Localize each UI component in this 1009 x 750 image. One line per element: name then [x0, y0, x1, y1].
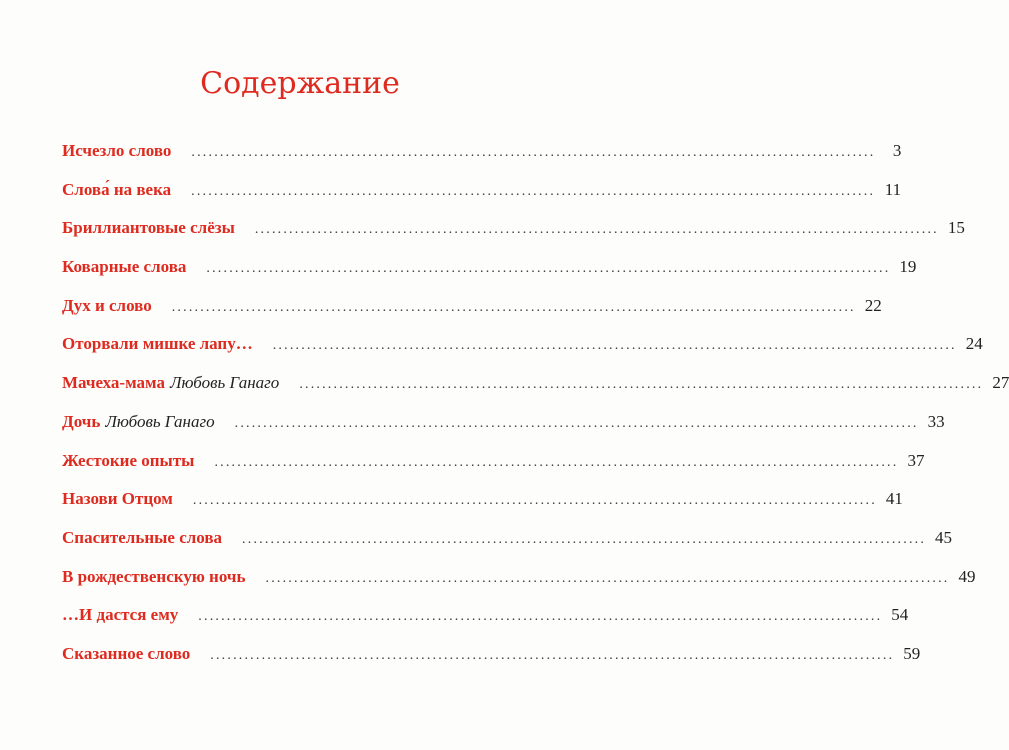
dot-leader: ........................................................................................................................ [254, 222, 939, 238]
toc-entry[interactable] [62, 566, 976, 606]
dot-leader: ........................................................................................................................ [234, 415, 919, 431]
entry-title: Слова́ на века [62, 179, 172, 199]
toc-entry[interactable] [62, 643, 921, 683]
entry-page-number: 33 [927, 411, 945, 431]
entry-page-number: 11 [884, 179, 902, 199]
toc-entry[interactable] [62, 411, 945, 451]
entry-title: Жестокие опыты [62, 450, 195, 470]
entry-page-number: 41 [885, 489, 903, 509]
entry-title: Спасительные слова [62, 527, 223, 547]
dot-leader: ........................................................................................................................ [272, 338, 957, 354]
dot-leader: ........................................................................................................................ [191, 145, 876, 160]
entry-page-number: 24 [965, 334, 983, 354]
dot-leader: ........................................................................................................................ [265, 570, 950, 586]
toc-entry[interactable] [62, 450, 925, 490]
entry-title: Назови Отцом [62, 489, 173, 509]
entry-page-number: 15 [947, 218, 965, 238]
entry-page-number: 22 [864, 295, 882, 315]
entry-title: Бриллиантовые слёзы [62, 218, 235, 238]
toc-entry[interactable] [62, 179, 902, 219]
table-of-contents [62, 141, 1009, 683]
entry-title: Мачеха-мама [62, 373, 166, 393]
dot-leader: ........................................................................................................................ [210, 647, 895, 663]
entry-title: Сказанное слово [62, 643, 191, 663]
entry-title: Дух и слово [62, 295, 152, 315]
entry-title: Коварные слова [62, 257, 187, 277]
dot-leader: ........................................................................................................................ [171, 299, 856, 315]
dot-leader: ........................................................................................................................ [242, 531, 927, 547]
entry-title: Исчезло слово [62, 141, 172, 160]
entry-page-number: 54 [891, 605, 909, 625]
entry-author: Любовь Ганаго [105, 411, 215, 431]
toc-entry[interactable] [62, 489, 903, 528]
toc-entry[interactable] [62, 334, 983, 373]
dot-leader: ........................................................................................................................ [299, 377, 984, 393]
entry-author: Любовь Ганаго [170, 373, 280, 393]
entry-page-number: 3 [892, 141, 902, 160]
entry-page-number: 37 [907, 450, 925, 470]
toc-entry[interactable] [62, 527, 953, 567]
toc-entry[interactable] [62, 373, 1009, 412]
toc-entry[interactable] [62, 141, 902, 180]
toc-entry[interactable] [62, 257, 917, 296]
entry-page-number: 49 [958, 566, 976, 586]
dot-leader: ........................................................................................................................ [214, 454, 899, 470]
dot-leader: ........................................................................................................................ [206, 261, 891, 277]
entry-title: Оторвали мишке лапу… [62, 334, 253, 354]
entry-title: Дочь [62, 411, 101, 431]
entry-page-number: 59 [903, 643, 921, 663]
page-title: Содержание [200, 66, 400, 101]
entry-title: …И дастся ему [62, 605, 179, 625]
entry-page-number: 45 [935, 527, 953, 547]
toc-entry[interactable] [62, 605, 909, 644]
dot-leader: ........................................................................................................................ [198, 609, 883, 625]
toc-entry[interactable] [62, 218, 965, 257]
toc-entry[interactable] [62, 295, 882, 335]
entry-title: В рождественскую ночь [62, 566, 246, 586]
dot-leader: ........................................................................................................................ [192, 493, 877, 509]
entry-page-number: 27 [992, 373, 1009, 393]
dot-leader: ........................................................................................................................ [191, 183, 876, 199]
entry-page-number: 19 [899, 257, 917, 277]
